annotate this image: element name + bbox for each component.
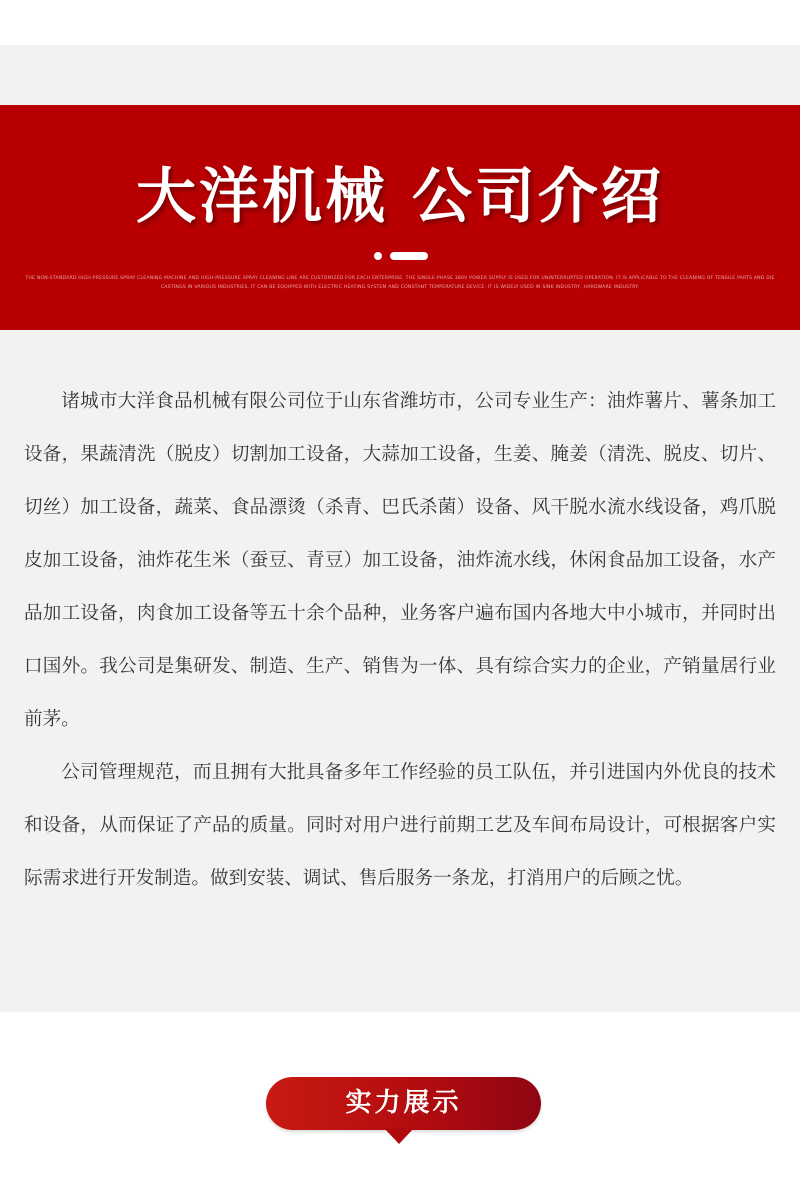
- page-title: 大洋机械 公司介绍: [136, 162, 664, 232]
- title-underline-bar: [390, 252, 428, 260]
- company-intro: [24, 375, 776, 905]
- intro-paragraph-1: 诸城市大洋食品机械有限公司位于山东省潍坊市，公司专业生产：油炸薯片、薯条加工设备，果蔬清洗（脱皮）切割加工设备，大蒜加工设备，生姜、腌姜（清洗、脱皮、切片、切丝）加工设备，蔬菜、食品漂烫（杀青、巴氏杀菌）设备、风干脱水流水线设备，鸡爪脱皮加工设备，油炸花生米（蚕豆、青豆）加工设备，油炸流水线，休闲食品加工设备，水产品加工设备，肉食加工设备等五十余个品种，业务客户遍布国内各地大中小城市，并同时出口国外。我公司是集研发、制造、生产、销售为一体、具有综合实力的企业，产销量居行业前茅。: [24, 391, 776, 730]
- section-heading-pill: 实力展示: [266, 1077, 541, 1130]
- banner-subtitle: THE NON-STANDARD HIGH-PRESSURE SPRAY CLEANING MACHINE AND HIGH-PRESSURE SPRAY CLEANING LINE ARE CUSTOMIZED FOR EACH ENTERPRISE. THE SINGLE-PHASE 380V POWER SUPPLY IS USED FOR UNINTERRUPTED OPERATION. IT IS APPLICABLE TO THE CLEANING OF TENSILE PARTS AND DIE CASTINGS IN VARIOUS INDUSTRIES. IT CAN BE EQUIPPED WITH ELECTRIC HEATING SYSTEM AND CONSTANT TEMPERATURE DEVICE. IT IS WIDELY USED IN SINK INDUSTRY, HARDWARE INDUSTRY.: [25, 276, 775, 290]
- intro-paragraph-2: 公司管理规范，而且拥有大批具备多年工作经验的员工队伍，并引进国内外优良的技术和设备，从而保证了产品的质量。同时对用户进行前期工艺及车间布局设计，可根据客户实际需求进行开发制造。做到安装、调试、售后服务一条龙，打消用户的后顾之忧。: [24, 762, 776, 889]
- title-underline-dot: [374, 252, 382, 260]
- pill-pointer-arrow: [384, 1128, 414, 1144]
